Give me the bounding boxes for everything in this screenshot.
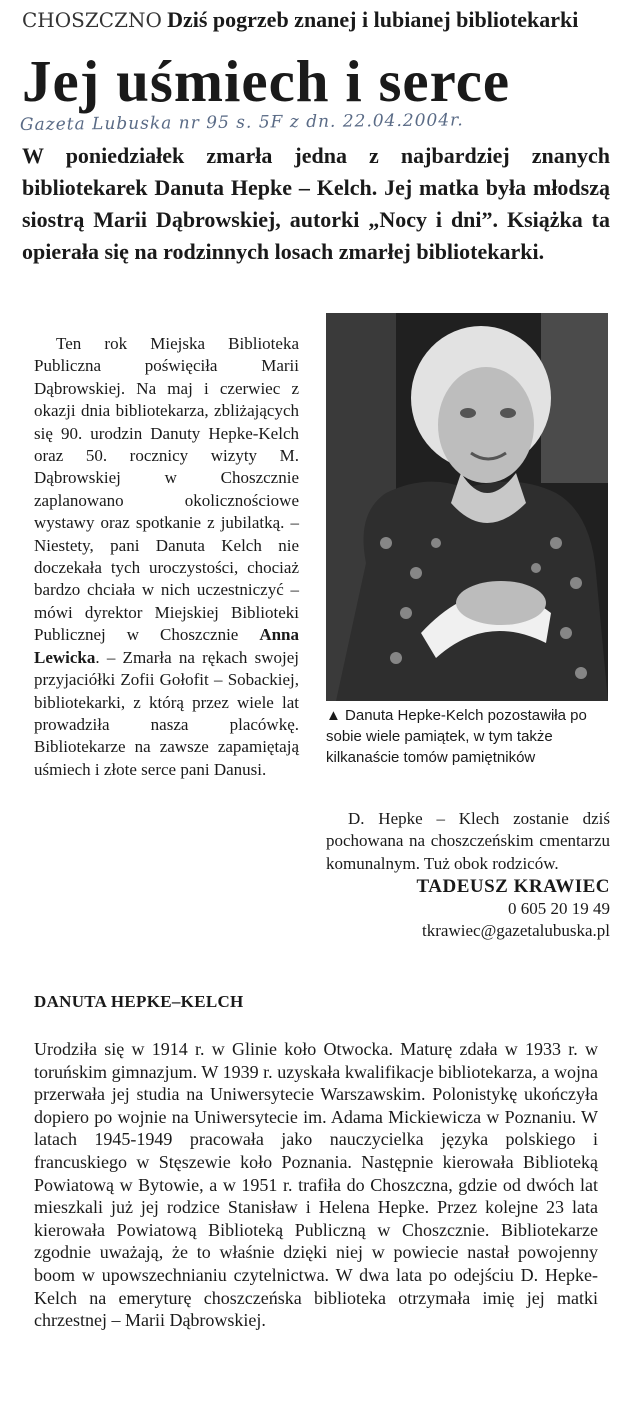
photo-caption: ▲ Danuta Hepke-Kelch pozostawiła po sobie wiele pamiątek, w tym także kilkanaście tomów pamiętników (326, 707, 587, 766)
body-p1-after: . – Zmarła na rękach swojej przyjaciółki Zofii Gołofit – Sobackiej, bibliotekarki, z którą przez wiele lat prowadziła nasza placówkę. Bibliotekarze na zawsze zapamiętają uśmiech i złote serce pani Danusi. (34, 647, 299, 779)
bio-box-title: DANUTA HEPKE–KELCH (34, 992, 244, 1011)
author-block (326, 876, 610, 942)
handwritten-source-note: Gazeta Lubuska nr 95 s. 5F z dn. 22.04.2004r. (19, 110, 464, 135)
article-headline: Jej uśmiech i serce (22, 48, 511, 114)
portrait-photo-image (326, 313, 608, 701)
kicker-headline: Dziś pogrzeb znanej i lubianej bibliotekarki (167, 7, 579, 32)
article-lead: W poniedziałek zmarła jedna z najbardziej znanych bibliotekarek Danuta Hepke – Kelch. Jej matka była młodszą siostrą Marii Dąbrowskiej, autorki „Nocy i dni”. Książka ta opierała się na rodzinnych losach zmarłej bibliotekarki. (22, 143, 610, 264)
body-p1-name: Anna Lewicka (34, 625, 299, 667)
kicker (22, 8, 578, 32)
body-paragraph-1 (34, 333, 299, 781)
body-p1-before: Ten rok Miejska Biblioteka Publiczna poświęciła Marii Dąbrowskiej. Na maj i czerwiec z okazji dnia bibliotekarza, zbliżających się 90. urodzin Danuty Hepke-Kelch oraz 50. rocznicy wizyty M. Dąbrowskiej w Choszcznie zaplanowano okolicznościowe wystawy oraz spotkanie z jubilatką. – Niestety, pani Danuta Kelch nie doczekała tych uroczystości, chociaż bardzo chciała w nich uczestniczyć – mówi dyrektor Miejskiej Biblioteki Publicznej w Choszcznie (34, 334, 299, 645)
author-phone: 0 605 20 19 49 (508, 899, 610, 918)
body-column-left (34, 333, 299, 781)
kicker-place: CHOSZCZNO (22, 8, 162, 32)
bio-box-text: Urodziła się w 1914 r. w Glinie koło Otwocka. Maturę zdała w 1933 r. w toruńskim gimnazjum. W 1939 r. uzyskała kwalifikacje bibliotekarza, a wojna przerwała jej studia na Uniwersytecie Warszawskim. Polonistykę ukończyła dopiero po wojnie na Uniwersytecie im. Adama Mickiewicza w Poznaniu. W latach 1945-1949 pracowała jako nauczycielka języka polskiego i francuskiego w Stęszewie koło Poznania. Następnie kierowała Biblioteką Powiatową w Bytowie, a w 1951 r. trafiła do Choszczna, gdzie od dwóch lat mieszkali już jej rodzice Stanisław i Helena Hepke. Przez kolejne 23 lata kierowała Powiatową Biblioteką Publiczną w Choszcznie. Bibliotekarze zgodnie uważają, że to właśnie dzięki niej w powiecie nastał powojenny boom w upowszechnianiu czytelnictwa. W dwa lata po odejściu D. Hepke-Kelch na emeryturę choszczeńska biblioteka otrzymała imię jej matki chrzestnej – Marii Dąbrowskiej. (34, 1039, 598, 1331)
body-column-right (326, 808, 610, 875)
author-email: tkrawiec@gazetalubuska.pl (422, 921, 610, 940)
author-name: TADEUSZ KRAWIEC (416, 876, 610, 897)
portrait-photo (326, 313, 608, 701)
body-paragraph-2: D. Hepke – Klech zostanie dziś pochowana na choszczeńskim cmentarzu komunalnym. Tuż obok rodziców. (326, 809, 610, 873)
